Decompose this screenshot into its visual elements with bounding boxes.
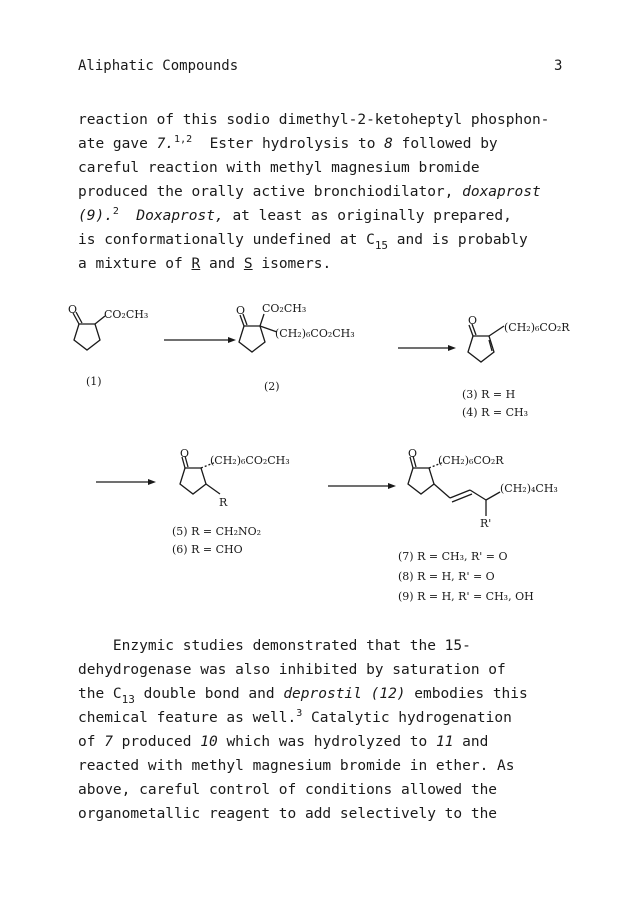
compound-1-oxygen: O [68,303,78,316]
compound-7-8-9-structure [398,447,558,603]
para2-line-6: reacted with methyl magnesium bromide in ether. As [78,758,515,774]
arrow-3-head [148,479,156,485]
compound-3-label: (3) R = H [462,388,516,401]
arrow-4-head [388,483,396,489]
compound-2-substituent-chain: (CH₂)₆CO₂CH₃ [275,327,355,340]
compound-2-oxygen: O [236,304,246,317]
running-header-title: Aliphatic Compounds [78,58,239,74]
compound-2-label: (2) [264,380,280,393]
paragraph-2 [78,634,578,826]
para1-line-2: ate gave 7.$^{1,2}$ Ester hydrolysis to 8 followed by [78,134,498,152]
compound-6-label: (6) R = CHO [172,543,243,556]
para1-line-4: produced the orally active bronchiodilator, doxaprost [78,184,541,200]
compound-1-structure [68,303,148,388]
compound-5-6-structure [172,447,290,556]
compound-7-8-9-chain: (CH₂)₄CH₃ [500,482,558,495]
compound-7-8-9-oxygen: O [408,447,418,460]
compound-7-8-9-substituent: (CH₂)₆CO₂R [438,454,504,467]
compound-7-label: (7) R = CH₃, R' = O [398,550,508,563]
page-number: 3 [554,58,563,74]
compound-9-label: (9) R = H, R' = CH₃, OH [398,590,534,603]
compound-4-label: (4) R = CH₃ [462,406,528,419]
para1-line-6: is conformationally undefined at $C_{15}$ and is probably [78,232,528,252]
compound-3-4-substituent: (CH₂)₆CO₂R [504,321,570,334]
compound-5-6-oxygen: O [180,447,190,460]
para1-line-7: a mixture of R and S isomers. [78,256,332,272]
para1-line-3: careful reaction with methyl magnesium bromide [78,160,480,176]
compound-1-label: (1) [86,375,102,388]
compound-3-4-structure [462,314,570,419]
arrow-1-head [228,337,236,343]
compound-3-4-oxygen: O [468,314,478,327]
compound-5-label: (5) R = CH₂NO₂ [172,525,262,538]
compound-2-structure [236,302,355,393]
para2-line-5: of 7 produced 10 which was hydrolyzed to 11 and [78,734,489,750]
para2-line-7: above, careful control of conditions allowed the [78,782,498,798]
compound-8-label: (8) R = H, R' = O [398,570,495,583]
compound-5-6-r-group: R [219,496,228,509]
compound-7-8-9-r-prime: R' [480,517,492,530]
para2-line-4: chemical feature as well.$^3$ Catalytic hydrogenation [78,708,512,726]
para1-line-5: (9).$^2$ Doxaprost, at least as originally prepared, [78,206,512,224]
compound-2-substituent-ester: CO₂CH₃ [262,302,307,315]
para2-line-8: organometallic reagent to add selectively to the [78,806,498,822]
para2-line-3: the $C_{13}$ double bond and deprostil (12) embodies this [78,686,528,706]
arrow-2-head [448,345,456,351]
para2-line-1: Enzymic studies demonstrated that the 15- [112,638,471,654]
para2-line-2: dehydrogenase was also inhibited by saturation of [78,662,506,678]
compound-1-substituent: CO₂CH₃ [104,308,149,321]
para1-line-1: reaction of this sodio dimethyl-2-ketoheptyl phosphon- [78,112,550,128]
compound-5-6-substituent: (CH₂)₆CO₂CH₃ [210,454,290,467]
